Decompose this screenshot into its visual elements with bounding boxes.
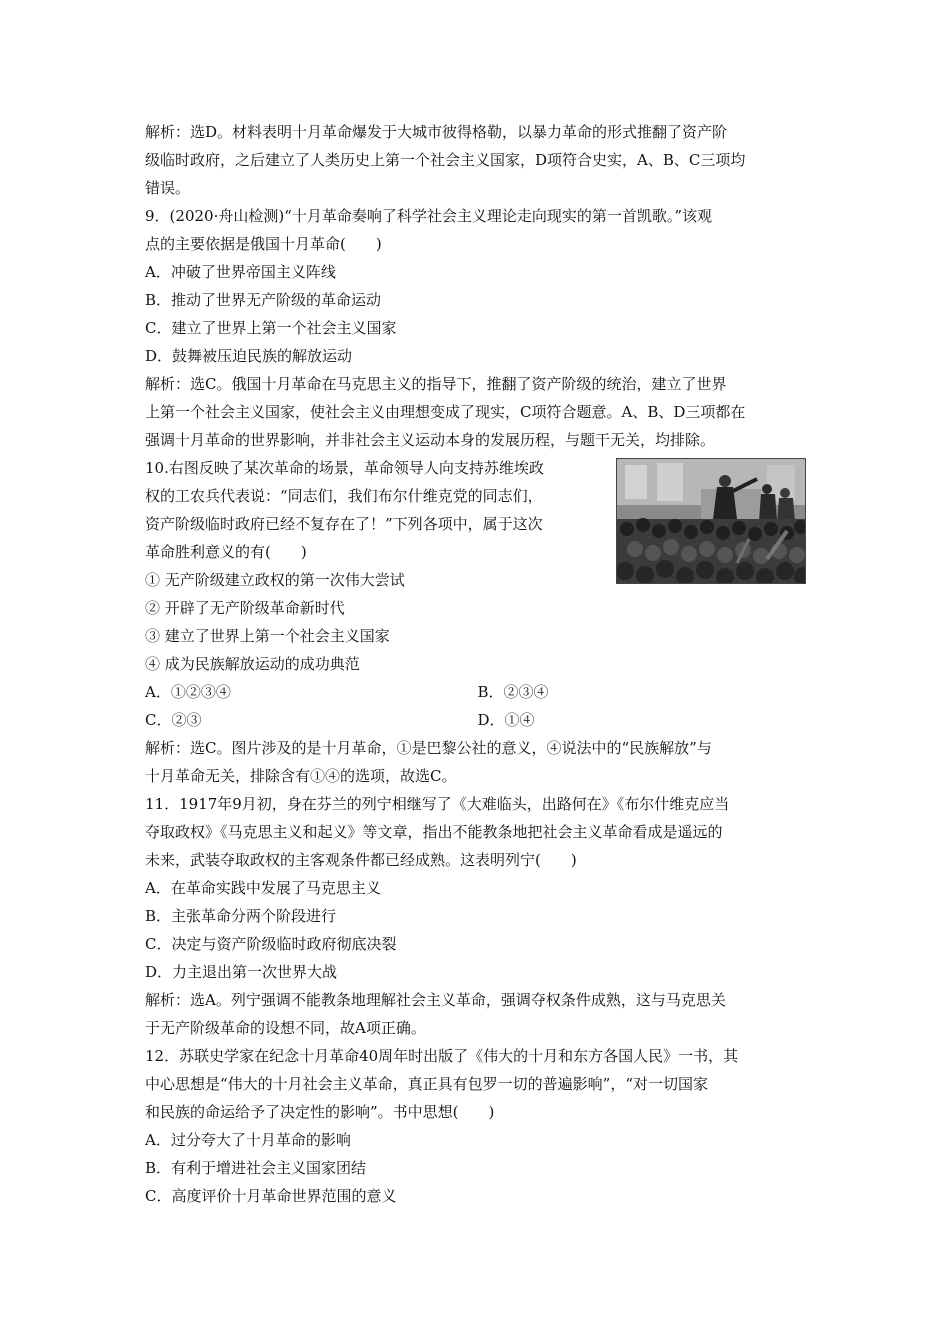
option-d: D．鼓舞被压迫民族的解放运动 [145,347,353,365]
analysis-line: 解析：选A。列宁强调不能教条地理解社会主义革命，强调夺权条件成熟，这与马克思关 [145,991,726,1009]
option-a: A．①②③④ [145,683,231,701]
question-stem: 资产阶级临时政府已经不复存在了！”下列各项中，属于这次 [145,515,543,533]
question-9 [145,202,810,454]
option-a: A．冲破了世界帝国主义阵线 [145,263,336,281]
statement-2: ② 开辟了无产阶级革命新时代 [145,599,345,617]
statement-1: ① 无产阶级建立政权的第一次伟大尝试 [145,571,405,589]
option-a: A．在革命实践中发展了马克思主义 [145,879,381,897]
text-line: 错误。 [145,179,191,197]
question-stem: 夺取政权》《马克思主义和起义》等文章，指出不能教条地把社会主义革命看成是遥远的 [145,823,723,841]
revolution-scene-image [616,458,806,584]
question-stem: 12．苏联史学家在纪念十月革命40周年时出版了《伟大的十月和东方各国人民》一书，其 [145,1047,739,1065]
options-row [145,706,810,734]
option-b: B．②③④ [477,683,549,701]
text-line: 解析：选D。材料表明十月革命爆发于大城市彼得格勒，以暴力革命的形式推翻了资产阶 [145,123,728,141]
option-c: C．②③ [145,711,202,729]
option-a: A．过分夸大了十月革命的影响 [145,1131,351,1149]
analysis-line: 于无产阶级革命的设想不同，故A项正确。 [145,1019,426,1037]
option-c: C．决定与资产阶级临时政府彻底决裂 [145,935,397,953]
option-c: C．建立了世界上第一个社会主义国家 [145,319,397,337]
question-stem: 点的主要依据是俄国十月革命( ) [145,235,382,253]
analysis-line: 解析：选C。图片涉及的是十月革命，①是巴黎公社的意义，④说法中的“民族解放”与 [145,739,712,757]
option-d: D．①④ [477,711,535,729]
option-c: C．高度评价十月革命世界范围的意义 [145,1187,397,1205]
q8-analysis [145,118,810,202]
option-d: D．力主退出第一次世界大战 [145,963,338,981]
question-stem: 和民族的命运给予了决定性的影响”。书中思想( ) [145,1103,495,1121]
option-b: B．推动了世界无产阶级的革命运动 [145,291,382,309]
statement-3: ③ 建立了世界上第一个社会主义国家 [145,627,390,645]
question-stem: 10.右图反映了某次革命的场景，革命领导人向支持苏维埃政 [145,459,544,477]
question-10 [145,454,810,790]
question-stem: 未来，武装夺取政权的主客观条件都已经成熟。这表明列宁( ) [145,851,577,869]
statement-4: ④ 成为民族解放运动的成功典范 [145,655,360,673]
question-stem: 权的工农兵代表说：“同志们，我们布尔什维克党的同志们， [145,487,543,505]
text-line: 级临时政府，之后建立了人类历史上第一个社会主义国家，D项符合史实，A、B、C三项均 [145,151,746,169]
analysis-line: 解析：选C。俄国十月革命在马克思主义的指导下，推翻了资产阶级的统治，建立了世界 [145,375,727,393]
options-row [145,678,810,706]
analysis-line: 十月革命无关，排除含有①④的选项，故选C。 [145,767,457,785]
question-stem: 9．(2020·舟山检测)“十月革命奏响了科学社会主义理论走向现实的第一首凯歌。”该观 [145,207,713,225]
question-stem: 革命胜利意义的有( ) [145,543,307,561]
option-b: B．主张革命分两个阶段进行 [145,907,337,925]
question-11 [145,790,810,1042]
document-content [145,118,810,1210]
question-stem: 11．1917年9月初，身在芬兰的列宁相继写了《大难临头，出路何在》《布尔什维克应当 [145,795,730,813]
option-b: B．有利于增进社会主义国家团结 [145,1159,367,1177]
analysis-line: 上第一个社会主义国家，使社会主义由理想变成了现实，C项符合题意。A、B、D三项都在 [145,403,746,421]
analysis-line: 强调十月革命的世界影响，并非社会主义运动本身的发展历程，与题干无关，均排除。 [145,431,716,449]
question-12 [145,1042,810,1210]
question-stem: 中心思想是“伟大的十月社会主义革命，真正具有包罗一切的普遍影响”，“对一切国家 [145,1075,709,1093]
